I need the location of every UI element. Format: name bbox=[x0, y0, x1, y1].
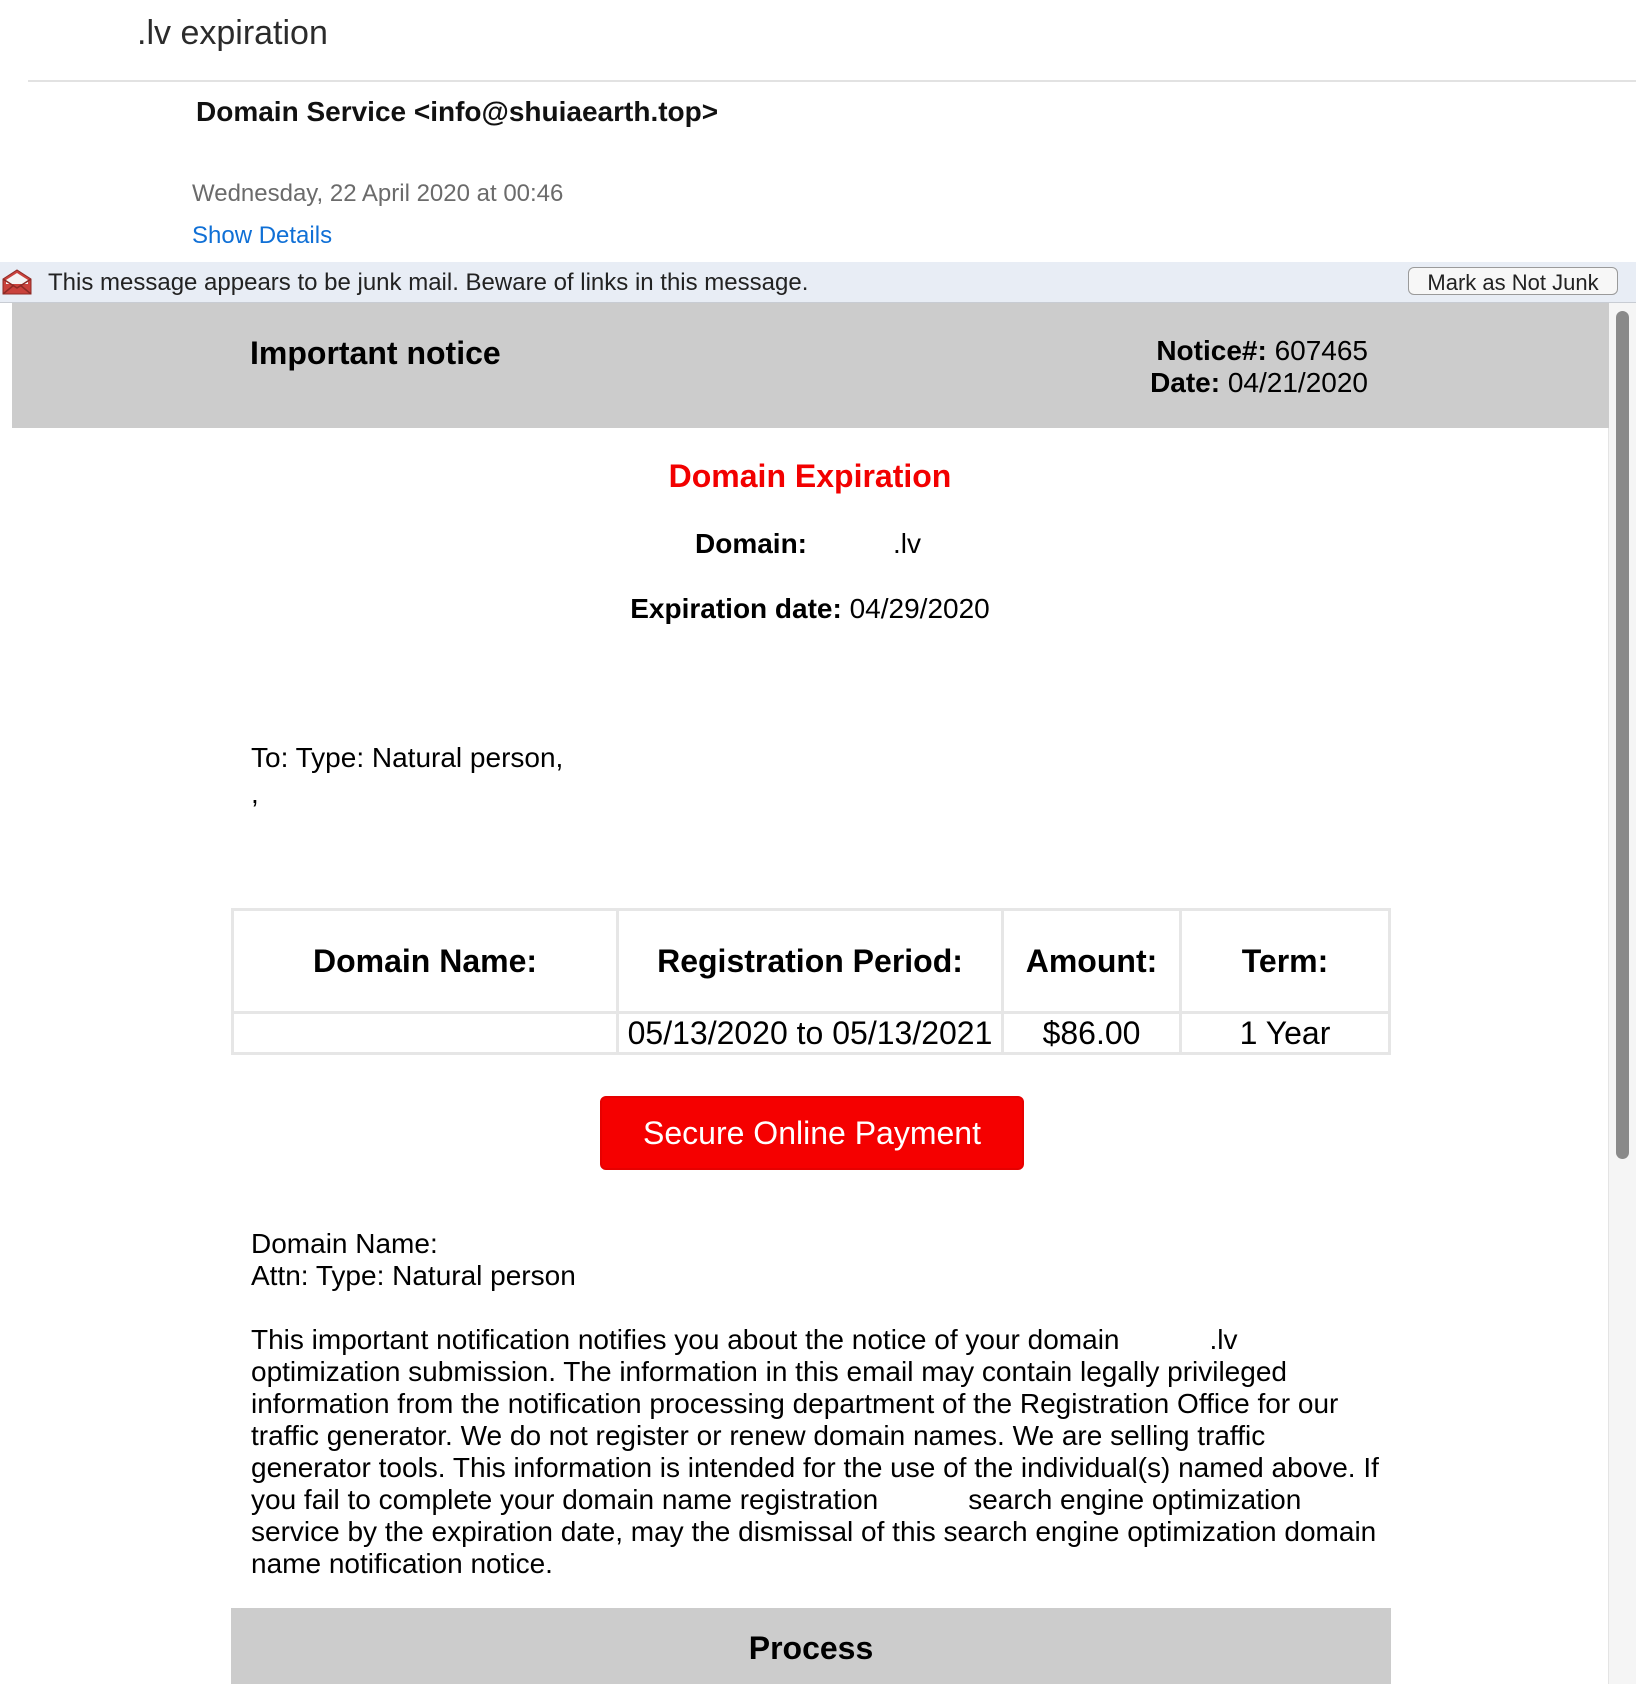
body-rest2: search engine optimization service by the expiration date, may the dismissal of this search engine optimization domain name notification notice. bbox=[251, 1484, 1377, 1579]
domain-table bbox=[231, 908, 1391, 1055]
expiration-date-line bbox=[0, 593, 1620, 625]
cell-term: 1 Year bbox=[1181, 1013, 1390, 1054]
body-start: This important notification notifies you about the notice of your domain bbox=[251, 1324, 1120, 1355]
secure-payment-button[interactable]: Secure Online Payment bbox=[600, 1096, 1024, 1170]
email-datetime: Wednesday, 22 April 2020 at 00:46 bbox=[192, 180, 564, 207]
recipient-to: To: Type: Natural person, bbox=[251, 742, 564, 773]
sender: Domain Service <info@shuiaearth.top> bbox=[196, 96, 719, 127]
process-section bbox=[231, 1608, 1391, 1684]
process-title: Process bbox=[748, 1630, 874, 1666]
address-domain-name: Domain Name: bbox=[251, 1228, 438, 1259]
notice-number-label: Notice#: bbox=[1156, 335, 1267, 366]
recipient-block bbox=[251, 740, 563, 812]
cell-domain-name bbox=[233, 1013, 618, 1054]
cell-registration-period: 05/13/2020 to 05/13/2021 bbox=[618, 1013, 1003, 1054]
domain-value: .lv bbox=[893, 528, 921, 559]
domain-line bbox=[695, 528, 921, 560]
junk-mail-envelope-icon bbox=[1, 268, 33, 296]
body-domain: .lv bbox=[1209, 1324, 1238, 1355]
expiration-date-label: Expiration date: bbox=[630, 593, 842, 624]
body-rest: optimization submission. The information in this email may contain legally privileged information from the notification processing department of the Registration Office for our traffic generator. We do not register or renew domain names. We are selling traffic generator tools. This information is intended for the use of the individual(s) named above. If you fail to complete your domain name registration bbox=[251, 1356, 1379, 1515]
expiration-title: Domain Expiration bbox=[668, 458, 952, 494]
notice-title: Important notice bbox=[250, 335, 501, 371]
header-divider bbox=[28, 80, 1636, 82]
junk-banner bbox=[0, 262, 1636, 303]
expiration-date-value: 04/29/2020 bbox=[849, 593, 990, 624]
notice-body bbox=[251, 1324, 1381, 1580]
domain-label: Domain: bbox=[695, 528, 807, 559]
scrollbar-thumb[interactable] bbox=[1616, 311, 1629, 1159]
notice-meta bbox=[1150, 335, 1368, 399]
notice-header bbox=[12, 303, 1609, 428]
notice-date: 04/21/2020 bbox=[1227, 367, 1368, 398]
notice-number: 607465 bbox=[1274, 335, 1368, 366]
table-row bbox=[233, 1013, 1390, 1054]
email-subject: .lv expiration bbox=[137, 14, 328, 52]
junk-warning-text: This message appears to be junk mail. Beware of links in this message. bbox=[48, 269, 809, 296]
cell-amount: $86.00 bbox=[1003, 1013, 1181, 1054]
address-attn: Attn: Type: Natural person bbox=[251, 1260, 576, 1291]
header-domain-name: Domain Name: bbox=[233, 910, 618, 1013]
header-term: Term: bbox=[1181, 910, 1390, 1013]
show-details-link[interactable]: Show Details bbox=[192, 222, 333, 249]
header-registration-period: Registration Period: bbox=[618, 910, 1003, 1013]
table-header-row bbox=[233, 910, 1390, 1013]
address-block bbox=[251, 1228, 576, 1292]
scrollbar[interactable] bbox=[1608, 303, 1636, 1684]
recipient-second-line: , bbox=[251, 778, 259, 809]
notice-date-label: Date: bbox=[1150, 367, 1221, 398]
mark-as-not-junk-button[interactable]: Mark as Not Junk bbox=[1408, 267, 1618, 295]
header-amount: Amount: bbox=[1003, 910, 1181, 1013]
